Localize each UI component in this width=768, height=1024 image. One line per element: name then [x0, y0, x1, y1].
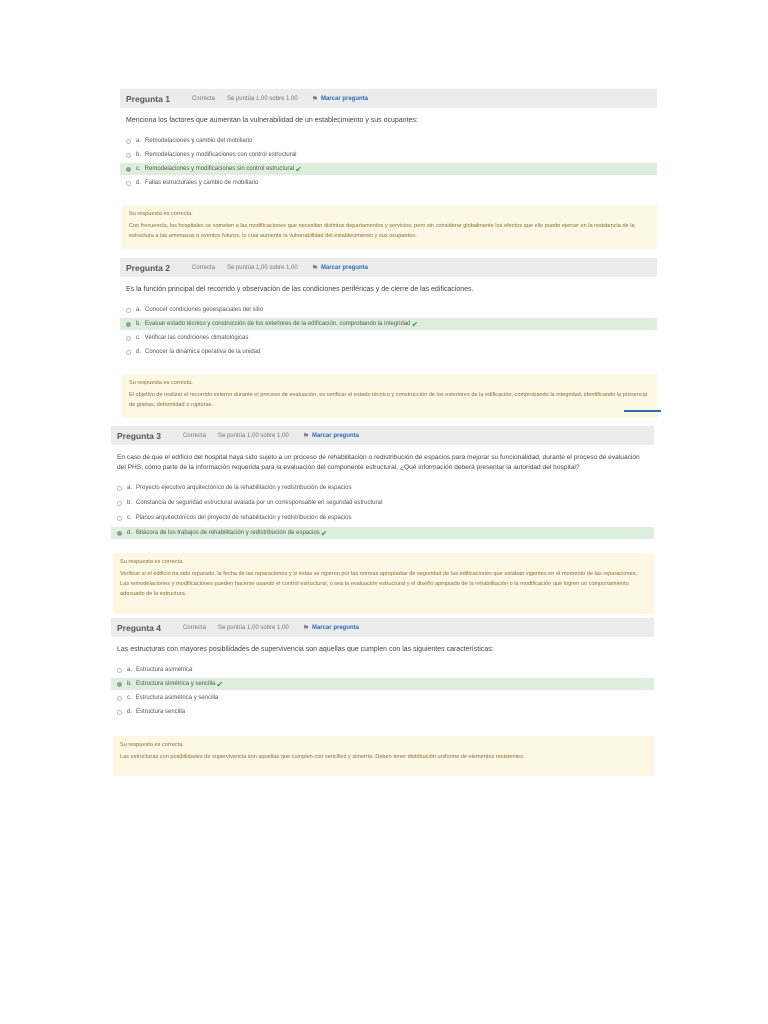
question-title: Pregunta 4	[117, 622, 161, 633]
answer-option-b[interactable]	[111, 497, 654, 509]
answer-letter: b.	[136, 321, 142, 327]
answer-option-b[interactable]	[120, 318, 657, 330]
checkmark-icon: ✔	[216, 679, 224, 689]
radio-button-selected[interactable]	[117, 531, 122, 536]
question-points: Se puntúa 1,00 sobre 1,00	[217, 624, 289, 631]
question-2-header	[120, 258, 657, 277]
question-points: Se puntúa 1,00 sobre 1,00	[226, 264, 298, 271]
answer-list	[120, 135, 657, 189]
answer-text: Estructura asimétrica y sencilla	[135, 695, 219, 701]
answer-text: Planos arquitectónicos del proyecto de rehabilitación y redistribución de espacios	[135, 515, 352, 521]
answer-letter: a.	[127, 485, 133, 491]
radio-button[interactable]	[117, 516, 122, 521]
answer-option-a[interactable]	[120, 304, 657, 316]
question-title: Pregunta 3	[117, 430, 161, 441]
flag-icon: ⚑	[311, 264, 318, 272]
answer-letter: a.	[136, 138, 142, 144]
radio-button-selected[interactable]	[117, 682, 122, 687]
question-4	[111, 618, 654, 720]
answer-text: Fallas estructurales y cambio de mobiliario	[145, 180, 259, 186]
answer-option-c[interactable]	[120, 332, 657, 344]
feedback-heading: Su respuesta es correcta.	[129, 211, 193, 217]
question-state: Correcta	[182, 624, 206, 631]
question-title: Pregunta 2	[126, 262, 170, 273]
question-4-header	[111, 618, 654, 637]
question-points: Se puntúa 1,00 sobre 1,00	[217, 432, 289, 439]
answer-option-c[interactable]	[111, 512, 654, 524]
scroll-indicator	[624, 410, 661, 412]
answer-text: Remodelaciones y cambio del mobiliario	[145, 138, 253, 144]
answer-option-d[interactable]	[111, 527, 654, 539]
feedback-text: Verificar si el edificio ha sido reparado, la fecha de las reparaciones y si éstas se rigieron por las normas apropiadas de seguridad de las edificaciones que estaban vigentes en el momento de las reparaciones. Las remodelaciones y modificaciones pueden hacerse usando el control estructural, o sea la evaluación estructural y el diseño apropiado de la rehabilitación o la modificación que logren un comportamiento adecuado de la estructura.	[120, 571, 638, 597]
flag-icon: ⚑	[302, 624, 309, 632]
checkmark-icon: ✔	[295, 164, 302, 174]
checkmark-icon: ✔	[320, 528, 328, 538]
radio-button[interactable]	[117, 710, 122, 715]
answer-option-c[interactable]	[120, 163, 657, 175]
feedback-box-1	[122, 205, 657, 249]
answer-text: Verificar las condiciones climatológicas	[144, 335, 249, 341]
answer-letter: b.	[127, 500, 133, 506]
answer-option-d[interactable]	[120, 346, 657, 358]
answer-letter: d.	[136, 180, 142, 186]
feedback-heading: Su respuesta es correcta.	[120, 742, 184, 748]
checkmark-icon: ✔	[411, 319, 419, 329]
answer-text: Remodelaciones y modificaciones con control estructural	[145, 152, 297, 158]
flag-label: Marcar pregunta	[311, 432, 359, 439]
feedback-heading: Su respuesta es correcta.	[120, 559, 184, 565]
answer-letter: c.	[136, 166, 141, 172]
feedback-box-3	[113, 553, 654, 614]
question-state: Correcta	[191, 264, 215, 271]
answer-text: Bitácora de los trabajos de rehabilitación y redistribución de espacios	[136, 530, 320, 536]
radio-button-selected[interactable]	[126, 167, 131, 172]
radio-button[interactable]	[117, 486, 122, 491]
feedback-box-2	[122, 374, 657, 418]
feedback-heading: Su respuesta es correcta.	[129, 380, 193, 386]
answer-text: Estructura sencilla	[136, 709, 186, 715]
question-3	[111, 426, 654, 541]
radio-button[interactable]	[126, 350, 131, 355]
flag-label: Marcar pregunta	[311, 624, 359, 631]
question-text: En caso de que el edificio del hospital haya sido sujeto a un proceso de rehabilitación o redistribución de espacios para mejorar su funcionalidad, durante el proceso de evaluación del PHS, cómo parte de la información requerida para la evaluación del componente estructural, ¿Qué información deberá presentar la autoridad del hospital?	[117, 454, 640, 471]
radio-button-selected[interactable]	[126, 322, 131, 327]
feedback-text: Con frecuencia, los hospitales se someten a las modificaciones que necesitan distintos departamentos y servicios, pero sin considerar globalmente los efectos que ello puedo ejercer en la resistencia de la estructura a las amenazas o eventos futuros, lo cual aumenta la vulnerabilidad del establecimiento y sus ocupantes.	[129, 223, 635, 239]
answer-text: Estructura simétrica y sencilla	[136, 681, 216, 687]
answer-option-a[interactable]	[120, 135, 657, 147]
answer-letter: d.	[127, 530, 133, 536]
radio-button[interactable]	[126, 181, 131, 186]
radio-button[interactable]	[126, 336, 131, 341]
flag-question-button[interactable]	[312, 95, 368, 103]
radio-button[interactable]	[117, 668, 122, 673]
flag-question-button[interactable]	[312, 264, 368, 272]
feedback-box-4	[113, 736, 654, 776]
question-title: Pregunta 1	[126, 93, 170, 104]
feedback-text: El objetivo de realizar el recorrido externo durante el proceso de evaluación, es verificar el estado técnico y construcción de los exteriores de la edificación, comprobando la integridad, identificando la presencia de grietas, deformidad o rupturas.	[129, 392, 648, 408]
question-3-header	[111, 426, 654, 445]
answer-list	[120, 304, 657, 358]
feedback-text: Las estructuras con posibilidades de supervivencia son aquellas que cumplen con sencillez y simetría. Deben tener distribución uniforme de elementos resistentes.	[120, 754, 525, 760]
flag-icon: ⚑	[311, 95, 318, 103]
answer-letter: b.	[127, 681, 133, 687]
answer-list	[111, 664, 654, 718]
question-2	[120, 258, 657, 360]
answer-text: Remodelaciones y modificaciones sin control estructural	[144, 166, 295, 172]
flag-question-button[interactable]	[303, 624, 359, 632]
answer-letter: a.	[136, 307, 142, 313]
answer-option-c[interactable]	[111, 692, 654, 704]
flag-question-button[interactable]	[303, 432, 359, 440]
radio-button[interactable]	[126, 139, 131, 144]
answer-letter: d.	[127, 709, 133, 715]
question-text: Menciona los factores que aumentan la vulnerabilidad de un establecimiento y sus ocupantes:	[126, 117, 418, 124]
answer-letter: b.	[136, 152, 142, 158]
question-1-header	[120, 89, 657, 108]
answer-text: Conocer condiciones geoespaciales del sitio	[145, 307, 264, 313]
radio-button[interactable]	[117, 696, 122, 701]
question-state: Correcta	[182, 432, 206, 439]
answer-option-d[interactable]	[120, 177, 657, 189]
answer-text: Proyecto ejecutivo arquitectónico de la rehabilitación y redistribución de espacios	[136, 485, 352, 491]
answer-option-d[interactable]	[111, 706, 654, 718]
answer-option-b[interactable]	[111, 678, 654, 690]
answer-text: Conocer la dinámica operativa de la unidad	[145, 349, 261, 355]
flag-label: Marcar pregunta	[320, 95, 368, 102]
answer-text: Estructura asimétrica	[136, 667, 193, 673]
answer-list	[111, 482, 654, 539]
answer-option-b[interactable]	[120, 149, 657, 161]
question-text: Las estructuras con mayores posibilidades de supervivencia son aquellas que cumplen con las siguientes características:	[117, 646, 494, 653]
question-points: Se puntúa 1,00 sobre 1,00	[226, 95, 298, 102]
answer-text: Evaluar estado técnico y construcción de los exteriores de la edificación, comprobando la integridad	[145, 321, 411, 327]
radio-button[interactable]	[117, 501, 122, 506]
question-1	[120, 89, 657, 191]
radio-button[interactable]	[126, 308, 131, 313]
answer-option-a[interactable]	[111, 664, 654, 676]
answer-letter: c.	[127, 695, 132, 701]
answer-text: Constancia de seguridad estructural avalada por un corresponsable en seguridad estructural	[136, 500, 383, 506]
question-state: Correcta	[191, 95, 215, 102]
flag-icon: ⚑	[302, 432, 309, 440]
question-text: Es la función principal del recorrido y observación de las condiciones periféricas y de cierre de las edificaciones.	[126, 286, 474, 293]
answer-option-a[interactable]	[111, 482, 654, 494]
radio-button[interactable]	[126, 153, 131, 158]
answer-letter: c.	[136, 335, 141, 341]
flag-label: Marcar pregunta	[320, 264, 368, 271]
answer-letter: c.	[127, 515, 132, 521]
answer-letter: d.	[136, 349, 142, 355]
answer-letter: a.	[127, 667, 133, 673]
